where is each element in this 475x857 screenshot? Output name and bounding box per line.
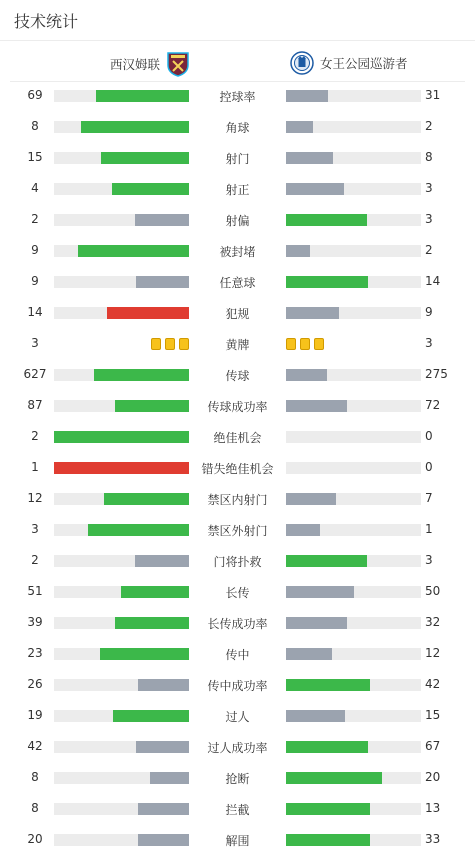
- home-bar-track: [54, 834, 189, 846]
- home-value: 42: [27, 739, 43, 753]
- away-bar-track: [286, 555, 421, 567]
- away-value: 42: [425, 677, 441, 691]
- stat-row: [0, 608, 475, 639]
- stat-row: [0, 670, 475, 701]
- home-value: 20: [27, 832, 43, 846]
- away-value: 3: [425, 336, 433, 350]
- home-value: 15: [27, 150, 43, 164]
- stat-row: [0, 825, 475, 856]
- home-bar-track: [54, 710, 189, 722]
- home-bar: [81, 121, 189, 133]
- away-bar: [286, 741, 368, 753]
- home-bar-track: [54, 493, 189, 505]
- away-value: 3: [425, 212, 433, 226]
- home-value: 19: [27, 708, 43, 722]
- away-bar: [286, 710, 345, 722]
- home-bar: [136, 741, 189, 753]
- away-bar-track: [286, 803, 421, 815]
- stat-label: 禁区内射门: [207, 493, 268, 507]
- stat-label: 射正: [225, 183, 250, 197]
- home-bar: [96, 90, 189, 102]
- home-bar-track: [54, 803, 189, 815]
- home-bar: [138, 834, 189, 846]
- stat-row: [0, 112, 475, 143]
- away-bar: [286, 400, 347, 412]
- away-bar-track: [286, 183, 421, 195]
- stat-row: [0, 763, 475, 794]
- away-value: 8: [425, 150, 433, 164]
- stat-row: [0, 205, 475, 236]
- home-value: 87: [27, 398, 43, 412]
- home-bar-track: [54, 555, 189, 567]
- home-bar-track: [54, 276, 189, 288]
- away-bar: [286, 369, 327, 381]
- home-value: 2: [31, 553, 39, 567]
- away-value: 3: [425, 553, 433, 567]
- home-bar-track: [54, 245, 189, 257]
- stat-row: [0, 143, 475, 174]
- away-bar-track: [286, 617, 421, 629]
- stat-label: 抢断: [225, 772, 250, 786]
- stat-label: 射偏: [225, 214, 250, 228]
- away-bar: [286, 245, 310, 257]
- home-value: 8: [31, 801, 39, 815]
- away-value: 0: [425, 460, 433, 474]
- home-bar: [104, 493, 189, 505]
- home-bar-track: [54, 152, 189, 164]
- home-bar: [150, 772, 189, 784]
- away-bar: [286, 493, 336, 505]
- yellow-card-icon: [151, 338, 161, 350]
- away-bar-track: [286, 648, 421, 660]
- home-value: 26: [27, 677, 43, 691]
- home-bar: [113, 710, 189, 722]
- home-bar: [100, 648, 189, 660]
- home-value: 39: [27, 615, 43, 629]
- home-bar-track: [54, 462, 189, 474]
- home-bar: [112, 183, 189, 195]
- stat-label: 绝佳机会: [213, 431, 262, 445]
- away-bar-track: [286, 834, 421, 846]
- home-value: 69: [27, 88, 43, 102]
- away-bar: [286, 803, 370, 815]
- away-bar-track: [286, 400, 421, 412]
- home-value: 2: [31, 212, 39, 226]
- stat-label: 角球: [225, 121, 250, 135]
- stat-label: 任意球: [219, 276, 256, 290]
- stat-label: 黄牌: [225, 338, 250, 352]
- home-bar-track: [54, 400, 189, 412]
- home-bar-track: [54, 307, 189, 319]
- stat-row: [0, 174, 475, 205]
- yellow-card-icon: [165, 338, 175, 350]
- stat-label: 犯规: [225, 307, 250, 321]
- home-bar: [54, 462, 189, 474]
- away-bar: [286, 152, 333, 164]
- away-value: 31: [425, 88, 441, 102]
- away-bar-track: [286, 369, 421, 381]
- home-team-name: 西汉姆联: [109, 57, 160, 72]
- home-bar: [135, 555, 189, 567]
- home-bar: [101, 152, 189, 164]
- home-value: 14: [27, 305, 43, 319]
- home-bar-track: [54, 214, 189, 226]
- away-bar-track: [286, 772, 421, 784]
- stat-label: 控球率: [219, 90, 256, 104]
- stat-row: [0, 453, 475, 484]
- stat-row: [0, 298, 475, 329]
- away-bar-track: [286, 152, 421, 164]
- home-bar-track: [54, 183, 189, 195]
- home-bar-track: [54, 431, 189, 443]
- home-bar: [88, 524, 189, 536]
- home-bar-track: [54, 524, 189, 536]
- away-team-name: 女王公园巡游者: [320, 56, 408, 71]
- home-bar-track: [54, 586, 189, 598]
- stat-row: [0, 701, 475, 732]
- away-bar-track: [286, 524, 421, 536]
- away-value: 72: [425, 398, 441, 412]
- away-value: 13: [425, 801, 441, 815]
- away-bar-track: [286, 741, 421, 753]
- away-bar: [286, 679, 370, 691]
- away-bar-track: [286, 90, 421, 102]
- stat-label: 长传: [225, 586, 250, 600]
- away-bar: [286, 648, 332, 660]
- stat-row: [0, 329, 475, 360]
- away-bar-track: [286, 245, 421, 257]
- away-bar: [286, 555, 367, 567]
- away-value: 12: [425, 646, 441, 660]
- home-bar: [115, 400, 189, 412]
- home-bar-track: [54, 617, 189, 629]
- stat-label: 过人成功率: [207, 741, 268, 755]
- home-bar-track: [54, 121, 189, 133]
- home-bar-track: [54, 679, 189, 691]
- stat-row: [0, 577, 475, 608]
- away-value: 67: [425, 739, 441, 753]
- home-bar: [138, 803, 189, 815]
- away-bar-track: [286, 710, 421, 722]
- stat-row: [0, 794, 475, 825]
- stat-row: [0, 639, 475, 670]
- stat-label: 门将扑救: [213, 555, 262, 569]
- away-bar: [286, 121, 313, 133]
- yellow-card-icon: [286, 338, 296, 350]
- away-bar-track: [286, 679, 421, 691]
- stat-label: 传球: [225, 369, 250, 383]
- away-value: 0: [425, 429, 433, 443]
- away-bar-track: [286, 586, 421, 598]
- stat-label: 过人: [225, 710, 250, 724]
- home-bar: [121, 586, 189, 598]
- away-bar-track: [286, 214, 421, 226]
- away-bar: [286, 276, 368, 288]
- home-bar: [78, 245, 189, 257]
- away-value: 275: [425, 367, 448, 381]
- away-value: 2: [425, 119, 433, 133]
- home-value: 8: [31, 119, 39, 133]
- stat-label: 传球成功率: [207, 400, 268, 414]
- away-value: 1: [425, 522, 433, 536]
- home-bar: [138, 679, 189, 691]
- stat-row: [0, 391, 475, 422]
- away-bar-track: [286, 307, 421, 319]
- home-value: 23: [27, 646, 43, 660]
- stat-label: 射门: [225, 152, 250, 166]
- away-value: 9: [425, 305, 433, 319]
- home-bar: [136, 276, 189, 288]
- away-bar: [286, 307, 339, 319]
- away-value: 7: [425, 491, 433, 505]
- home-bar: [94, 369, 189, 381]
- stat-label: 禁区外射门: [207, 524, 268, 538]
- away-bar-track: [286, 276, 421, 288]
- away-value: 50: [425, 584, 441, 598]
- home-bar: [54, 431, 189, 443]
- home-value: 1: [31, 460, 39, 474]
- home-value: 3: [31, 522, 39, 536]
- away-bar: [286, 617, 347, 629]
- stat-row: [0, 546, 475, 577]
- yellow-card-icon: [314, 338, 324, 350]
- away-bar: [286, 772, 382, 784]
- home-yellow-cards: [151, 338, 189, 350]
- home-bar-track: [54, 369, 189, 381]
- away-bar: [286, 586, 354, 598]
- home-value: 627: [23, 367, 47, 381]
- stat-row: [0, 236, 475, 267]
- home-value: 3: [31, 336, 39, 350]
- home-value: 4: [31, 181, 39, 195]
- home-bar-track: [54, 772, 189, 784]
- away-value: 14: [425, 274, 441, 288]
- home-bar-track: [54, 648, 189, 660]
- stat-row: [0, 422, 475, 453]
- stat-label: 长传成功率: [207, 617, 268, 631]
- home-value: 51: [27, 584, 43, 598]
- yellow-card-icon: [300, 338, 310, 350]
- home-value: 9: [31, 243, 39, 257]
- stat-row: [0, 484, 475, 515]
- stat-label: 传中: [225, 648, 250, 662]
- home-bar: [115, 617, 189, 629]
- away-bar: [286, 183, 344, 195]
- home-value: 2: [31, 429, 39, 443]
- home-value: 8: [31, 770, 39, 784]
- away-value: 33: [425, 832, 441, 846]
- stat-row: [0, 515, 475, 546]
- home-bar: [107, 307, 189, 319]
- home-value: 12: [27, 491, 43, 505]
- away-bar-track: [286, 121, 421, 133]
- stat-label: 拦截: [225, 803, 250, 817]
- stat-row: [0, 81, 475, 112]
- stat-label: 被封堵: [219, 245, 256, 259]
- home-bar-track: [54, 90, 189, 102]
- away-value: 32: [425, 615, 441, 629]
- stat-label: 错失绝佳机会: [201, 462, 274, 476]
- yellow-card-icon: [179, 338, 189, 350]
- away-value: 15: [425, 708, 441, 722]
- away-yellow-cards: [286, 338, 324, 350]
- stat-label: 传中成功率: [207, 679, 268, 693]
- away-bar-track: [286, 431, 421, 443]
- away-bar: [286, 524, 320, 536]
- stat-label: 解围: [225, 834, 250, 848]
- stat-row: [0, 732, 475, 763]
- away-bar: [286, 834, 370, 846]
- away-bar-track: [286, 462, 421, 474]
- away-bar: [286, 90, 328, 102]
- away-value: 20: [425, 770, 441, 784]
- page-title: 技术统计: [14, 12, 79, 31]
- away-value: 3: [425, 181, 433, 195]
- away-bar-track: [286, 493, 421, 505]
- home-bar-track: [54, 741, 189, 753]
- stat-row: [0, 267, 475, 298]
- away-bar: [286, 214, 367, 226]
- home-bar: [135, 214, 189, 226]
- away-value: 2: [425, 243, 433, 257]
- stat-row: [0, 360, 475, 391]
- home-value: 9: [31, 274, 39, 288]
